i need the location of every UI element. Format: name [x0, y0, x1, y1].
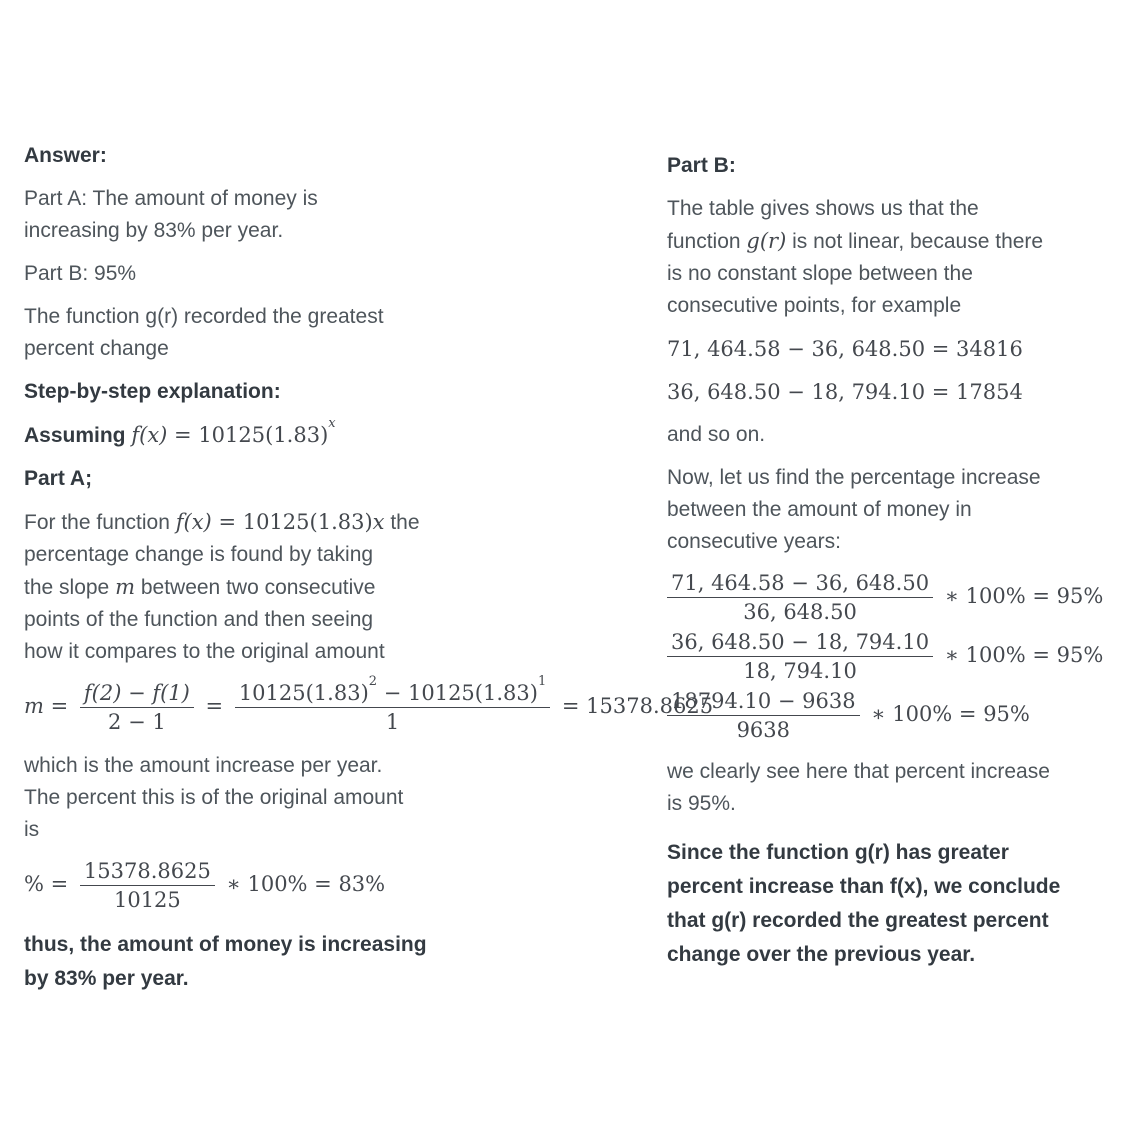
final-conclusion: [667, 836, 1117, 972]
text-line: The percent this is of the original amount: [24, 786, 404, 809]
equation-result: ∗ 100% = 95%: [938, 584, 1104, 608]
text-line: Since the function g(r) has greater: [667, 841, 1009, 864]
slope-equation: [24, 674, 714, 736]
text-line: percent increase than f(x), we conclude: [667, 875, 1061, 898]
right-column: [667, 150, 1117, 983]
assuming-formula: [131, 416, 336, 447]
and-so-on: and so on.: [667, 423, 766, 446]
step-by-step-heading: Step-by-step explanation:: [24, 380, 281, 403]
text-line: thus, the amount of money is increasing: [24, 933, 427, 956]
text-line: Now, let us find the percentage increase: [667, 466, 1041, 489]
text-line: [24, 506, 664, 539]
math-exponent: 1: [537, 674, 547, 689]
difference-line-1: 71, 464.58 − 36, 648.50 = 34816: [667, 337, 1023, 361]
math-body: = 10125(1.83): [211, 510, 373, 534]
fraction-denominator: 1: [385, 710, 400, 734]
part-b-summary: Part B: 95%: [24, 262, 137, 285]
text-line: we clearly see here that percent increase: [667, 760, 1050, 783]
text-line: is no constant slope between the: [667, 262, 973, 285]
text-line: by 83% per year.: [24, 967, 189, 990]
clearly-paragraph: [667, 756, 1117, 820]
math-gr: g(r): [746, 229, 787, 253]
text-line: [667, 225, 1117, 258]
text-run: function: [667, 230, 747, 253]
fraction-numerator: 15378.8625: [80, 857, 215, 886]
equation-result: = 15378.8625: [555, 694, 714, 718]
text-run: between two consecutive: [135, 576, 376, 599]
equation-result: ∗ 100% = 83%: [219, 872, 386, 896]
thus-conclusion: [24, 928, 664, 996]
percent-equation: [24, 857, 664, 914]
fraction-numerator: 18794.10 − 9638: [667, 687, 860, 716]
equals-sign: =: [43, 694, 75, 718]
text-run: the: [384, 511, 420, 534]
text-run: the slope: [24, 576, 116, 599]
ratio-equation-1: [667, 569, 1117, 626]
answer-heading: Answer:: [24, 144, 107, 167]
equals-sign: =: [198, 694, 230, 718]
fraction-numerator: f(2) − f(1): [80, 679, 194, 708]
text-line: which is the amount increase per year.: [24, 754, 383, 777]
fraction-numerator: 71, 464.58 − 36, 648.50: [667, 569, 933, 598]
text-line: Part A: The amount of money is: [24, 187, 318, 210]
ratio-equation-3: [667, 687, 1117, 744]
fraction: [235, 674, 550, 736]
math-fx: f(x): [175, 510, 212, 534]
part-a-summary: [24, 183, 664, 247]
text-run: For the function: [24, 511, 176, 534]
for-function-paragraph: [24, 506, 664, 668]
math-var-m: m: [115, 575, 135, 599]
math-term: − 10125(1.83): [377, 681, 538, 705]
equation-lhs: % =: [24, 872, 75, 896]
text-line: [24, 571, 664, 604]
math-var-m: m: [24, 694, 44, 718]
text-line: consecutive years:: [667, 530, 841, 553]
text-line: increasing by 83% per year.: [24, 219, 284, 242]
text-line: percentage change is found by taking: [24, 543, 374, 566]
text-line: consecutive points, for example: [667, 294, 962, 317]
table-intro-paragraph: [667, 193, 1117, 322]
part-a-heading: Part A;: [24, 467, 93, 490]
equation-result: ∗ 100% = 95%: [864, 702, 1030, 726]
part-b-heading: Part B:: [667, 154, 736, 177]
text-line: how it compares to the original amount: [24, 640, 385, 663]
text-line: points of the function and then seeing: [24, 608, 374, 631]
fraction-denominator: 18, 794.10: [743, 659, 857, 683]
fraction-numerator: 36, 648.50 − 18, 794.10: [667, 628, 933, 657]
equation-result: ∗ 100% = 95%: [938, 643, 1104, 667]
difference-line-2: 36, 648.50 − 18, 794.10 = 17854: [667, 380, 1023, 404]
which-is-paragraph: [24, 750, 664, 846]
math-body: = 10125(1.83): [167, 423, 329, 447]
text-line: between the amount of money in: [667, 498, 972, 521]
ratio-equation-2: [667, 628, 1117, 685]
fraction: [667, 628, 933, 685]
fraction-denominator: 36, 648.50: [743, 600, 857, 624]
inline-formula: [176, 510, 385, 534]
math-exponent: 2: [368, 674, 378, 689]
fraction: [80, 857, 215, 914]
math-exponent-x: x: [328, 416, 336, 431]
text-line: change over the previous year.: [667, 943, 976, 966]
text-line: percent change: [24, 337, 169, 360]
now-paragraph: [667, 462, 1117, 558]
fraction-denominator: 9638: [736, 718, 791, 742]
assuming-label: Assuming: [24, 424, 132, 447]
fraction: [667, 569, 933, 626]
text-line: The table gives shows us that the: [667, 197, 979, 220]
fraction-numerator: [235, 674, 550, 708]
text-line: is 95%.: [667, 792, 736, 815]
g-function-summary: [24, 301, 664, 365]
fraction-denominator: 10125: [113, 888, 181, 912]
text-run: is not linear, because there: [786, 230, 1044, 253]
fraction-denominator: 2 − 1: [108, 710, 166, 734]
text-line: The function g(r) recorded the greatest: [24, 305, 384, 328]
math-fx: f(x): [131, 423, 168, 447]
fraction: [80, 679, 194, 736]
math-x: x: [372, 510, 385, 534]
text-line: is: [24, 818, 40, 841]
fraction: [667, 687, 860, 744]
assuming-line: [24, 416, 664, 452]
text-line: that g(r) recorded the greatest percent: [667, 909, 1049, 932]
math-term: 10125(1.83): [238, 681, 369, 705]
